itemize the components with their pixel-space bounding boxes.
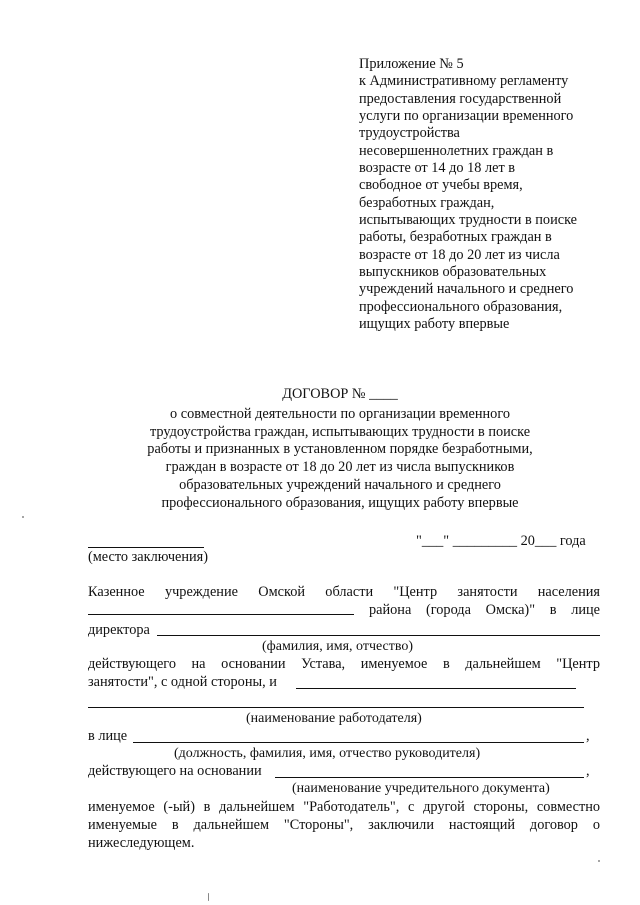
appendix-line: испытывающих трудности в поиске: [359, 212, 578, 229]
employer-name-line[interactable]: [88, 707, 584, 708]
contract-subtitle-line: работы и признанных в установленном порядке безработными,: [147, 441, 533, 458]
contract-date[interactable]: "___" _________ 20___ года: [416, 533, 586, 549]
place-blank-line[interactable]: [88, 547, 204, 548]
scan-speck: [22, 516, 24, 518]
acting-basis-label: действующего на основании: [88, 763, 262, 779]
appendix-line: услуги по организации временного: [359, 108, 574, 125]
appendix-line: профессионального образования,: [359, 298, 563, 315]
appendix-line: свободное от учебы время,: [359, 177, 523, 194]
basis-document-line[interactable]: [275, 777, 584, 778]
representative-line[interactable]: [133, 742, 584, 743]
position-caption: (должность, фамилия, имя, отчество руководителя): [174, 746, 481, 761]
appendix-line: учреждений начального и среднего: [359, 281, 574, 298]
charter-paragraph-line-1: действующего на основании Устава, именуемое в дальнейшем "Центр: [88, 656, 600, 672]
place-caption: (место заключения): [88, 549, 209, 565]
appendix-line: безработных граждан,: [359, 194, 495, 211]
document-caption: (наименование учредительного документа): [292, 781, 550, 796]
scan-speck: [598, 860, 600, 862]
final-paragraph-line-2: именуемые в дальнейшем "Стороны", заключили настоящий договор о: [88, 817, 600, 833]
director-name-line[interactable]: [157, 635, 600, 636]
in-person-label: в лице: [88, 728, 128, 744]
appendix-line: выпускников образовательных: [359, 264, 547, 281]
appendix-line: работы, безработных граждан в: [359, 229, 552, 246]
employer-inline-line[interactable]: [296, 688, 576, 689]
final-paragraph-line-3: нижеследующем.: [88, 835, 195, 851]
charter-paragraph-line-2: занятости", с одной стороны, и: [88, 674, 277, 690]
appendix-line: ищущих работу впервые: [359, 316, 510, 333]
appendix-line: возрасте от 14 до 18 лет в: [359, 160, 516, 177]
appendix-line: Приложение № 5: [359, 56, 464, 72]
contract-subtitle-line: граждан в возрасте от 18 до 20 лет из числа выпускников: [165, 459, 515, 476]
appendix-line: трудоустройства: [359, 125, 460, 142]
district-blank-line[interactable]: [88, 614, 354, 615]
contract-subtitle-line: о совместной деятельности по организации временного: [170, 405, 510, 422]
contract-title: ДОГОВОР № ____: [282, 386, 398, 402]
appendix-block: [359, 56, 577, 334]
employer-caption: (наименование работодателя): [246, 711, 422, 726]
appendix-line: предоставления государственной: [359, 90, 562, 107]
contract-title-block: [100, 386, 580, 513]
director-label: директора: [88, 622, 150, 638]
final-paragraph-line-1: именуемое (-ый) в дальнейшем "Работодатель", с другой стороны, совместно: [88, 799, 600, 815]
fio-caption: (фамилия, имя, отчество): [262, 639, 414, 654]
scan-speck: [208, 893, 209, 901]
center-paragraph-line-1: Казенное учреждение Омской области "Центр занятости населения: [88, 584, 600, 600]
appendix-line: несовершеннолетних граждан в: [359, 142, 554, 159]
center-paragraph-line-2: района (города Омска)" в лице: [369, 602, 600, 618]
comma-mark: ,: [586, 763, 590, 779]
contract-subtitle-line: трудоустройства граждан, испытывающих трудности в поиске: [149, 423, 531, 440]
comma-mark: ,: [586, 728, 590, 744]
contract-subtitle-line: профессионального образования, ищущих работу впервые: [161, 494, 519, 511]
appendix-line: к Административному регламенту: [359, 73, 569, 90]
appendix-line: возрасте от 18 до 20 лет из числа: [359, 246, 560, 263]
contract-subtitle-line: образовательных учреждений начального и среднего: [179, 476, 501, 493]
